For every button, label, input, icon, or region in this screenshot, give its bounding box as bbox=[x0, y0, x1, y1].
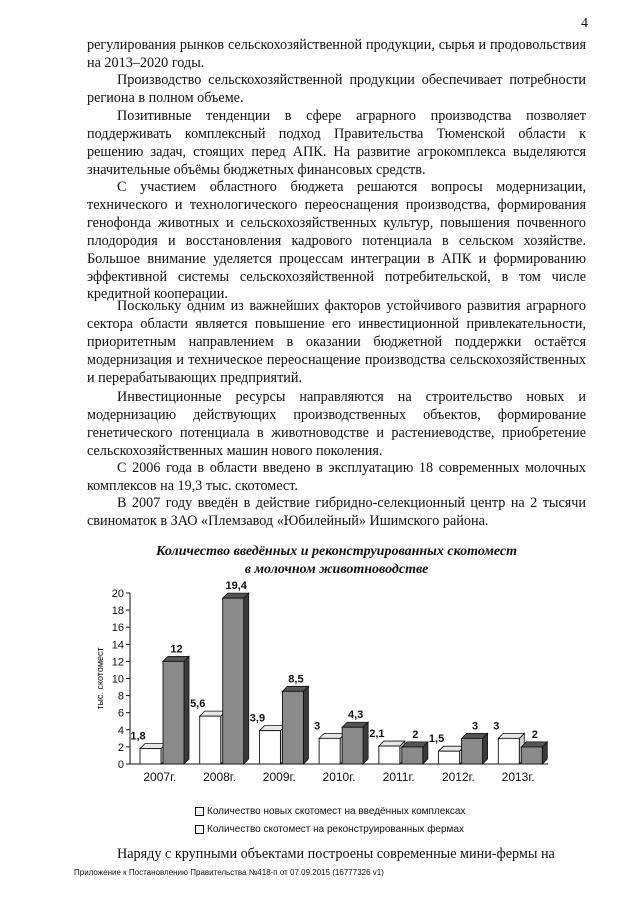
bar-reconstructed bbox=[521, 747, 542, 764]
bar-new-value-label: 5,6 bbox=[190, 698, 206, 711]
bar-reconstructed-top bbox=[402, 742, 428, 747]
bar-reconstructed bbox=[402, 747, 423, 764]
y-tick-label: 20 bbox=[111, 588, 124, 600]
y-tick-label: 4 bbox=[117, 724, 124, 737]
y-tick-label: 12 bbox=[111, 656, 124, 669]
bar-reconstructed bbox=[342, 727, 363, 764]
x-category-label: 2011г. bbox=[382, 770, 415, 784]
legend-label-new: Количество новых скотомест на введённых комплексах bbox=[207, 805, 466, 817]
bar-new-top bbox=[259, 726, 285, 731]
legend-label-reconstructed: Количество скотомест на реконструированных фермах bbox=[207, 823, 464, 835]
bar-reconstructed-value-label: 2 bbox=[531, 728, 538, 741]
bar-chart bbox=[70, 580, 560, 790]
chart-legend bbox=[195, 804, 465, 840]
paragraph-8: В 2007 году введён в действие гибридно-селекционный центр на 2 тысячи свиноматок в ЗАО «Племзавод «Юбилейный» Ишимского района. bbox=[87, 495, 586, 529]
y-tick-label: 10 bbox=[111, 673, 124, 686]
x-category-label: 2007г. bbox=[143, 770, 177, 784]
chart-title bbox=[87, 543, 586, 579]
x-category-label: 2010г. bbox=[322, 770, 356, 784]
chart-title-line2: в молочном животноводстве bbox=[244, 562, 429, 577]
chart-title-line1: Количество введённых и реконструированных скотомест bbox=[155, 544, 518, 559]
bar-reconstructed bbox=[163, 661, 184, 764]
bar-new bbox=[379, 746, 400, 764]
bar-reconstructed-side bbox=[303, 686, 308, 764]
footer-note: Приложение к Постановлению Правительства №418-п от 07.09.2015 (16777326 v1) bbox=[74, 868, 384, 877]
bar-new-value-label: 1,8 bbox=[130, 730, 146, 743]
bar-new bbox=[259, 731, 280, 764]
bar-new bbox=[319, 738, 340, 764]
bar-reconstructed-side bbox=[184, 656, 189, 764]
bar-new-top bbox=[140, 744, 166, 749]
bar-reconstructed-value-label: 3 bbox=[472, 720, 479, 733]
bar-new bbox=[498, 738, 519, 764]
y-tick-label: 8 bbox=[117, 690, 124, 703]
legend-swatch-new bbox=[195, 807, 204, 816]
legend-item-new bbox=[195, 804, 465, 818]
bar-reconstructed-top bbox=[223, 593, 249, 598]
bar-new-value-label: 3 bbox=[314, 720, 321, 733]
y-tick-label: 18 bbox=[111, 605, 124, 618]
x-category-label: 2012г. bbox=[441, 770, 475, 784]
y-tick-label: 2 bbox=[117, 741, 124, 754]
legend-item-reconstructed bbox=[195, 822, 465, 836]
bar-reconstructed-side bbox=[363, 722, 368, 764]
bar-reconstructed-top bbox=[282, 686, 308, 691]
x-category-label: 2008г. bbox=[203, 770, 237, 784]
bar-new-top bbox=[498, 733, 524, 738]
bar-new bbox=[140, 749, 161, 764]
y-tick-label: 0 bbox=[117, 759, 124, 771]
bar-new-value-label: 3 bbox=[493, 720, 500, 733]
bar-new-top bbox=[200, 711, 226, 716]
paragraph-bottom: Наряду с крупными объектами построены современные мини-фермы на bbox=[117, 846, 555, 862]
paragraph-6: Инвестиционные ресурсы направляются на строительство новых и модернизацию действующих производственных объектов, формирование генетического потенциала в животноводстве и растениеводстве, приобретение сельскохозяйственных машин нового поколения. bbox=[87, 389, 586, 459]
bar-reconstructed-side bbox=[244, 593, 249, 764]
bar-reconstructed-top bbox=[342, 722, 368, 727]
paragraph-5: Поскольку одним из важнейших факторов устойчивого развития аграрного сектора области является повышение его инвестиционной привлекательности, приоритетным направлением в оказании бюджетной поддержки остаётся модернизация и техническое переоснащение производства сельскохозяйственных и перерабатывающих предприятий. bbox=[87, 298, 586, 386]
bar-new bbox=[439, 751, 460, 764]
bar-reconstructed bbox=[223, 598, 244, 764]
bar-new-value-label: 1,5 bbox=[428, 733, 445, 746]
paragraph-3: Позитивные тенденции в сфере аграрного производства позволяет поддерживать комплексный подход Правительства Тюменской области к решению задач, стоящих перед АПК. На развитие агрокомплекса выделяются значительные объёмы бюджетных финансовых средств. bbox=[87, 108, 586, 178]
y-tick-label: 6 bbox=[117, 707, 124, 720]
bar-new-top bbox=[319, 733, 345, 738]
bar-reconstructed-top bbox=[163, 656, 189, 661]
y-axis-title: тыс. скотомест bbox=[95, 647, 105, 710]
bar-new-value-label: 3,9 bbox=[249, 712, 266, 725]
bar-reconstructed-value-label: 19,4 bbox=[225, 580, 247, 593]
paragraph-1: регулирования рынков сельскохозяйственной продукции, сырья и продовольствия на 2013–2020 годы. bbox=[87, 37, 586, 71]
x-category-label: 2013г. bbox=[501, 770, 535, 784]
paragraph-7: С 2006 года в области введено в эксплуатацию 18 современных молочных комплексов на 19,3 тыс. скотомест. bbox=[87, 460, 586, 494]
bar-reconstructed-top bbox=[521, 742, 547, 747]
x-category-label: 2009г. bbox=[262, 770, 296, 784]
bar-reconstructed-value-label: 12 bbox=[170, 643, 183, 656]
page-number: 4 bbox=[581, 16, 588, 31]
paragraph-2: Производство сельскохозяйственной продукции обеспечивает потребности региона в полном объеме. bbox=[87, 72, 586, 106]
bar-new-value-label: 2,1 bbox=[369, 728, 385, 741]
bar-reconstructed bbox=[462, 738, 483, 764]
bar-reconstructed-value-label: 2 bbox=[412, 728, 419, 741]
bar-new-top bbox=[379, 741, 405, 746]
y-tick-label: 16 bbox=[111, 622, 124, 635]
legend-swatch-reconstructed bbox=[195, 825, 204, 834]
bar-reconstructed-value-label: 4,3 bbox=[347, 709, 364, 722]
paragraph-4: С участием областного бюджета решаются вопросы модернизации, технического и технологического переоснащения производства, формирования генофонда животных и сельскохозяйственных культур, повышения почвенного плодородия и восстановления кадрового потенциала в сельском хозяйстве. Большое внимание уделяется процессам интеграции в АПК и формированию эффективной системы сельскохозяйственной потребительской, в том числе кредитной кооперации. bbox=[87, 179, 586, 303]
bar-new-top bbox=[439, 746, 465, 751]
bar-reconstructed bbox=[282, 691, 303, 764]
bar-reconstructed-value-label: 8,5 bbox=[288, 673, 304, 686]
bar-reconstructed-top bbox=[462, 733, 488, 738]
y-tick-label: 14 bbox=[111, 639, 124, 652]
bar-new bbox=[200, 716, 221, 764]
